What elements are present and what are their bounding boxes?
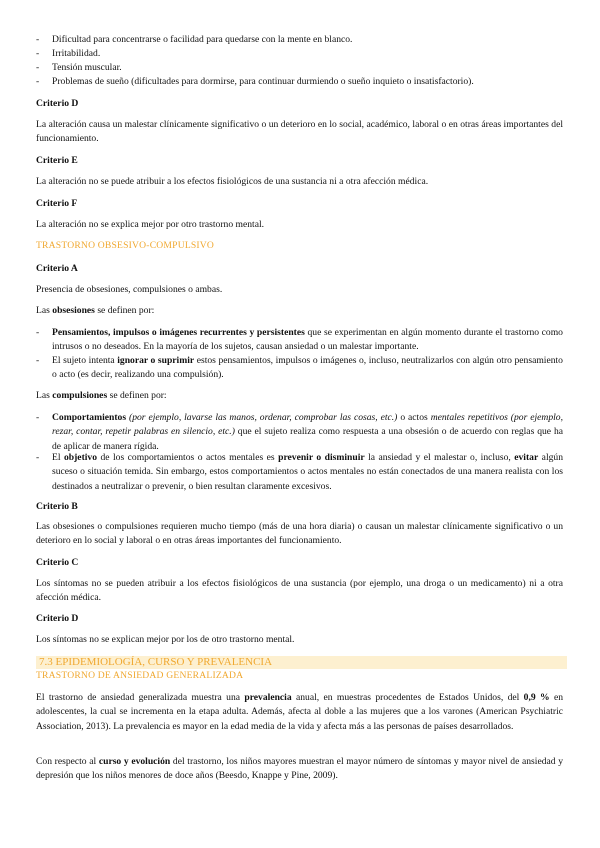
obsessions-intro: Las obsesiones se definen por: — [36, 305, 155, 316]
list-item: - Irritabilidad. — [52, 47, 563, 61]
compulsions-intro: Las compulsiones se definen por: — [36, 390, 167, 401]
course-paragraph: Con respecto al curso y evolución del trastorno, los niños mayores muestran el mayor número de síntomas y mayor nivel de ansiedad y depresión que los niños menores de doce años (Beesdo, Knappe y Pine, 2009). — [36, 756, 564, 782]
criterion-heading: Criterio B — [36, 501, 78, 512]
list-item: - Comportamientos (por ejemplo, lavarse las manos, ordenar, comprobar las cosas, etc.) o actos mentales repetitivos (por ejemplo, rezar, contar, repetir palabras en silencio, etc.) que el sujeto realiza como respuesta a una obsesión o de acuerdo con reglas que ha de aplicar de manera rígida. — [52, 411, 563, 454]
criterion-text: Los síntomas no se explican mejor por los de otro trastorno mental. — [36, 634, 295, 645]
criterion-text: Las obsesiones o compulsiones requieren mucho tiempo (más de una hora diaria) o causan un malestar clínicamente significativo o un deterioro en lo social y laboral o en otras áreas importantes del funcionamiento. — [36, 521, 563, 547]
criterion-text: Los síntomas no se pueden atribuir a los efectos fisiológicos de una sustancia (por ejemplo, una droga o un medicamento) ni a otra afección médica. — [36, 578, 563, 604]
section-heading-toc: TRASTORNO OBSESIVO-COMPULSIVO — [36, 240, 215, 251]
criterion-text: La alteración no se puede atribuir a los efectos fisiológicos de una sustancia ni a otra afección médica. — [36, 176, 429, 187]
list-item: - Pensamientos, impulsos o imágenes recurrentes y persistentes que se experimentan en algún momento durante el trastorno como intrusos o no deseados. En la mayoría de los sujetos, causan ansiedad o un malestar importante. — [52, 326, 563, 355]
criterion-heading: Criterio F — [36, 198, 78, 209]
list-item: - El sujeto intenta ignorar o suprimir estos pensamientos, impulsos o imágenes o, incluso, neutralizarlos con algún otro pensamiento o acto (es decir, realizando una compulsión). — [52, 354, 563, 383]
list-item: - Dificultad para concentrarse o facilidad para quedarse con la mente en blanco. — [52, 33, 563, 47]
list-item: - Problemas de sueño (dificultades para dormirse, para continuar durmiendo o sueño inquieto o insatisfactorio). — [52, 75, 563, 89]
criterion-heading: Criterio D — [36, 613, 79, 624]
list-item: - Tensión muscular. — [52, 61, 563, 75]
criterion-text: La alteración causa un malestar clínicamente significativo o un deterioro en lo social, académico, laboral o en otras áreas importantes del funcionamiento. — [36, 119, 563, 145]
criterion-text: La alteración no se explica mejor por otro trastorno mental. — [36, 219, 265, 230]
list-item: - El objetivo de los comportamientos o actos mentales es prevenir o disminuir la ansiedad y el malestar o, incluso, evitar algún suceso o situación temida. Sin embargo, estos comportamientos o actos mentales no están conectados de una manera realista con los destinados a neutralizar o prevenir, o bien resultan claramente excesivos. — [52, 451, 563, 494]
subsection-title: TRASTORNO DE ANSIEDAD GENERALIZADA — [36, 670, 244, 681]
section-title: 7.3 EPIDEMIOLOGÍA, CURSO Y PREVALENCIA — [39, 656, 273, 668]
criterion-heading: Criterio E — [36, 155, 78, 166]
criterion-text: Presencia de obsesiones, compulsiones o ambas. — [36, 284, 223, 295]
criterion-heading: Criterio A — [36, 263, 78, 274]
criterion-heading: Criterio D — [36, 98, 79, 109]
criterion-heading: Criterio C — [36, 557, 79, 568]
epidemiology-paragraph: El trastorno de ansiedad generalizada muestra una prevalencia anual, en muestras procedentes de Estados Unidos, del 0,9 % en adolescentes, la cual se incrementa en la etapa adulta. Además, afecta al doble a las mujeres que a los varones (American Psychiatric Association, 2013). La prevalencia es mayor en la edad media de la vida y afecta más a las personas de países desarrollados. — [36, 692, 563, 732]
